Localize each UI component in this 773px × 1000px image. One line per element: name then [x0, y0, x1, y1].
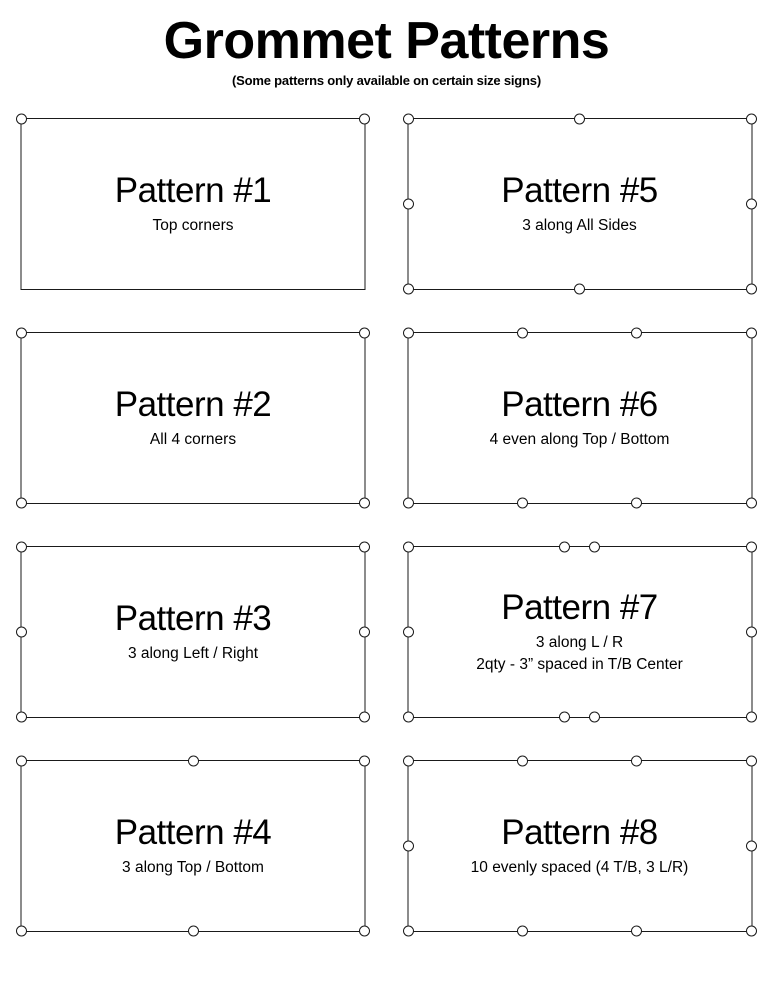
grommet-hole-icon — [746, 114, 757, 125]
panel-title: Pattern #4 — [114, 812, 272, 852]
grommet-hole-icon — [746, 498, 757, 509]
grommet-hole-icon — [188, 756, 199, 767]
grommet-hole-icon — [359, 328, 370, 339]
panel-title: Pattern #1 — [114, 170, 272, 210]
pattern-cell — [0, 318, 386, 532]
grommet-hole-icon — [359, 498, 370, 509]
grommet-hole-icon — [517, 328, 528, 339]
pattern-cell — [0, 532, 386, 746]
grommet-hole-icon — [631, 926, 642, 937]
panel-pattern-4 — [21, 760, 366, 932]
grommet-hole-icon — [403, 756, 414, 767]
panel-title: Pattern #2 — [114, 384, 272, 424]
pattern-cell — [0, 104, 386, 318]
grommet-hole-icon — [16, 542, 27, 553]
grommet-hole-icon — [574, 114, 585, 125]
grommet-hole-icon — [746, 926, 757, 937]
grommet-hole-icon — [403, 712, 414, 723]
panel-subtitle: 10 evenly spaced (4 T/B, 3 L/R) — [470, 858, 689, 876]
grommet-hole-icon — [403, 627, 414, 638]
grommet-hole-icon — [589, 542, 600, 553]
grommet-hole-icon — [403, 498, 414, 509]
panel-pattern-1 — [21, 118, 366, 290]
pattern-cell — [386, 318, 773, 532]
panel-subtitle: 4 even along Top / Bottom — [489, 430, 670, 448]
panel-subtitle: All 4 corners — [149, 430, 237, 448]
grommet-hole-icon — [403, 114, 414, 125]
page-title: Grommet Patterns — [163, 12, 610, 70]
grommet-hole-icon — [746, 199, 757, 210]
page-header — [0, 0, 773, 88]
grommet-hole-icon — [746, 284, 757, 295]
panel-text — [22, 333, 365, 503]
panel-pattern-8 — [407, 760, 752, 932]
panel-pattern-2 — [21, 332, 366, 504]
panel-text — [22, 119, 365, 289]
grommet-hole-icon — [16, 627, 27, 638]
grommet-hole-icon — [359, 756, 370, 767]
pattern-cell — [386, 746, 773, 960]
panel-subtitle: 3 along Left / Right — [127, 644, 259, 662]
panel-text — [408, 119, 751, 289]
grommet-hole-icon — [746, 841, 757, 852]
grommet-hole-icon — [359, 712, 370, 723]
grommet-hole-icon — [631, 756, 642, 767]
grommet-hole-icon — [574, 284, 585, 295]
grommet-hole-icon — [359, 114, 370, 125]
grommet-hole-icon — [559, 542, 570, 553]
grommet-hole-icon — [403, 542, 414, 553]
panel-text — [22, 761, 365, 931]
grommet-hole-icon — [403, 926, 414, 937]
page-subtitle: (Some patterns only available on certain size signs) — [232, 72, 541, 88]
grommet-hole-icon — [631, 328, 642, 339]
grommet-hole-icon — [403, 199, 414, 210]
grommet-hole-icon — [16, 712, 27, 723]
panel-title: Pattern #3 — [114, 598, 272, 638]
grommet-hole-icon — [517, 498, 528, 509]
pattern-cell — [386, 104, 773, 318]
panel-text — [408, 333, 751, 503]
grommet-hole-icon — [746, 542, 757, 553]
panel-pattern-7 — [407, 546, 752, 718]
grommet-hole-icon — [403, 284, 414, 295]
grommet-hole-icon — [517, 926, 528, 937]
grommet-hole-icon — [359, 926, 370, 937]
panel-title: Pattern #8 — [501, 812, 658, 852]
panel-subtitle-secondary: 2qty - 3” spaced in T/B Center — [476, 655, 683, 673]
panel-subtitle: 3 along L / R — [535, 633, 624, 651]
grommet-hole-icon — [403, 328, 414, 339]
grommet-hole-icon — [403, 841, 414, 852]
panel-title: Pattern #5 — [501, 170, 658, 210]
grommet-hole-icon — [16, 926, 27, 937]
grommet-hole-icon — [631, 498, 642, 509]
grommet-hole-icon — [517, 756, 528, 767]
grommet-hole-icon — [16, 114, 27, 125]
grommet-hole-icon — [16, 756, 27, 767]
panel-text — [22, 547, 365, 717]
panel-pattern-5 — [407, 118, 752, 290]
panel-pattern-6 — [407, 332, 752, 504]
grommet-hole-icon — [188, 926, 199, 937]
pattern-cell — [0, 746, 386, 960]
grommet-hole-icon — [746, 756, 757, 767]
panel-text — [408, 547, 751, 717]
grommet-hole-icon — [559, 712, 570, 723]
pattern-grid — [0, 104, 773, 960]
panel-subtitle: Top corners — [152, 216, 234, 234]
grommet-hole-icon — [359, 542, 370, 553]
pattern-cell — [386, 532, 773, 746]
grommet-hole-icon — [589, 712, 600, 723]
grommet-hole-icon — [746, 328, 757, 339]
panel-subtitle: 3 along All Sides — [522, 216, 637, 234]
grommet-hole-icon — [746, 712, 757, 723]
panel-title: Pattern #7 — [501, 587, 658, 627]
panel-title: Pattern #6 — [501, 384, 658, 424]
grommet-hole-icon — [359, 627, 370, 638]
panel-pattern-3 — [21, 546, 366, 718]
panel-subtitle: 3 along Top / Bottom — [122, 858, 264, 876]
grommet-hole-icon — [16, 328, 27, 339]
grommet-hole-icon — [746, 627, 757, 638]
panel-text — [408, 761, 751, 931]
grommet-hole-icon — [16, 498, 27, 509]
